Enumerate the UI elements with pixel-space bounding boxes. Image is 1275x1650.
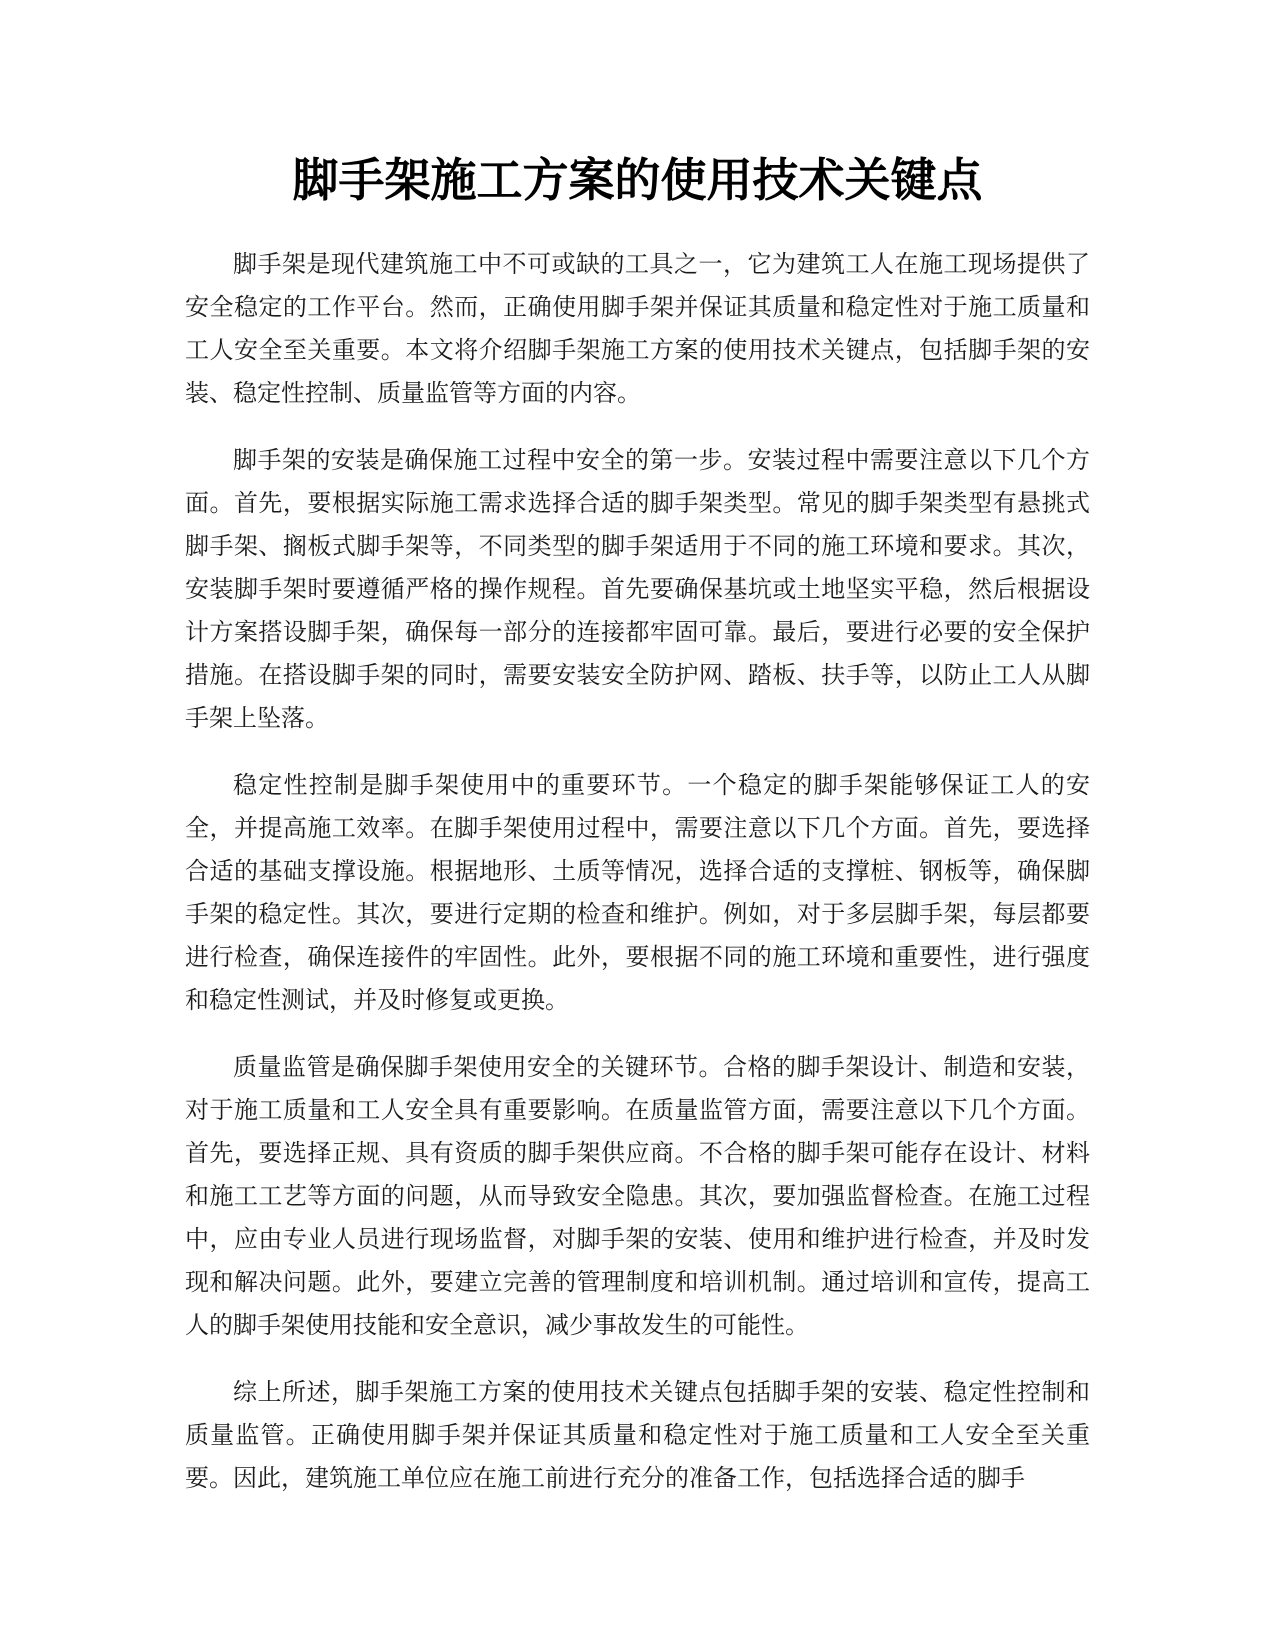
- paragraph-stability: 稳定性控制是脚手架使用中的重要环节。一个稳定的脚手架能够保证工人的安全，并提高施工效率。在脚手架使用过程中，需要注意以下几个方面。首先，要选择合适的基础支撑设施。根据地形、土质等情况，选择合适的支撑桩、钢板等，确保脚手架的稳定性。其次，要进行定期的检查和维护。例如，对于多层脚手架，每层都要进行检查，确保连接件的牢固性。此外，要根据不同的施工环境和重要性，进行强度和稳定性测试，并及时修复或更换。: [185, 771, 1090, 1014]
- paragraph-intro: 脚手架是现代建筑施工中不可或缺的工具之一，它为建筑工人在施工现场提供了安全稳定的工作平台。然而，正确使用脚手架并保证其质量和稳定性对于施工质量和工人安全至关重要。本文将介绍脚手架施工方案的使用技术关键点，包括脚手架的安装、稳定性控制、质量监管等方面的内容。: [185, 250, 1090, 407]
- paragraph-installation: 脚手架的安装是确保施工过程中安全的第一步。安装过程中需要注意以下几个方面。首先，要根据实际施工需求选择合适的脚手架类型。常见的脚手架类型有悬挑式脚手架、搁板式脚手架等，不同类型的脚手架适用于不同的施工环境和要求。其次，安装脚手架时要遵循严格的操作规程。首先要确保基坑或土地坚实平稳，然后根据设计方案搭设脚手架，确保每一部分的连接都牢固可靠。最后，要进行必要的安全保护措施。在搭设脚手架的同时，需要安装安全防护网、踏板、扶手等，以防止工人从脚手架上坠落。: [185, 446, 1090, 732]
- paragraph-summary: 综上所述，脚手架施工方案的使用技术关键点包括脚手架的安装、稳定性控制和质量监管。正确使用脚手架并保证其质量和稳定性对于施工质量和工人安全至关重要。因此，建筑施工单位应在施工前进行充分的准备工作，包括选择合适的脚手: [185, 1378, 1090, 1492]
- document-body: [185, 243, 1090, 1524]
- paragraph-quality: 质量监管是确保脚手架使用安全的关键环节。合格的脚手架设计、制造和安装，对于施工质量和工人安全具有重要影响。在质量监管方面，需要注意以下几个方面。首先，要选择正规、具有资质的脚手架供应商。不合格的脚手架可能存在设计、材料和施工工艺等方面的问题，从而导致安全隐患。其次，要加强监督检查。在施工过程中，应由专业人员进行现场监督，对脚手架的安装、使用和维护进行检查，并及时发现和解决问题。此外，要建立完善的管理制度和培训机制。通过培训和宣传，提高工人的脚手架使用技能和安全意识，减少事故发生的可能性。: [185, 1053, 1090, 1339]
- document-title: 脚手架施工方案的使用技术关键点: [292, 153, 983, 207]
